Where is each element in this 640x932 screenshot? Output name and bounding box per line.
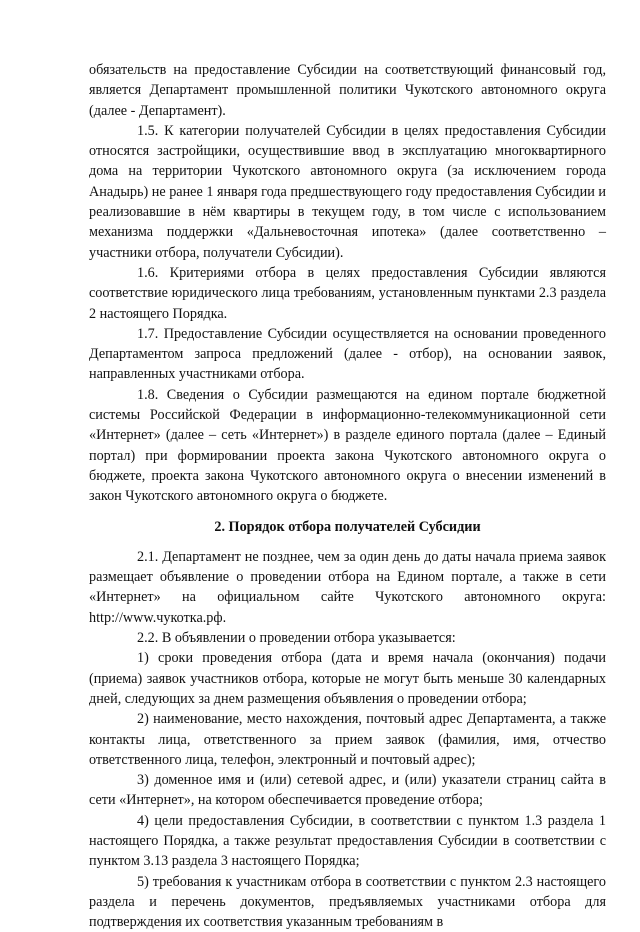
section-heading: 2. Порядок отбора получателей Субсидии [214, 518, 481, 535]
list-item-5: 5) требования к участникам отбора в соответствии с пунктом 2.3 настоящего раздела и перечень документов, предъявляемых участниками отбора для подтверждения их соответствия указанным требованиям в [89, 873, 606, 931]
list-item-4: 4) цели предоставления Субсидии, в соответствии с пунктом 1.3 раздела 1 настоящего Порядка, а также результат предоставления Субсидии в соответствии с пунктом 3.13 раздела 3 настоящего Порядка; [89, 812, 606, 870]
paragraph-1-7: 1.7. Предоставление Субсидии осуществляется на основании проведенного Департаментом запроса предложений (далее - отбор), на основании заявок, направленных участниками отбора. [89, 325, 606, 383]
list-item-1: 1) сроки проведения отбора (дата и время начала (окончания) подачи (приема) заявок участников отбора, которые не могут быть меньше 30 календарных дней, следующих за днем размещения объявления о проведении отбора; [89, 650, 606, 707]
paragraph-2-1: 2.1. Департамент не позднее, чем за один день до даты начала приема заявок размещает объявление о проведении отбора на Едином портале, а также в сети «Интернет» на официальном сайте Чукотского автономного округа: http://www.чукотка.рф. [89, 548, 606, 626]
paragraph: обязательств на предоставление Субсидии на соответствующий финансовый год, является Департамент промышленной политики Чукотского автономного округа (далее - Департамент). [89, 62, 606, 119]
list-item-3: 3) доменное имя и (или) сетевой адрес, и (или) указатели страниц сайта в сети «Интернет», на котором обеспечивается проведение отбора; [89, 772, 606, 809]
paragraph-1-5: 1.5. К категории получателей Субсидии в целях предоставления Субсидии относятся застройщики, осуществившие ввод в эксплуатацию многоквартирного дома на территории Чукотского автономного округа (за исключением города Анадырь) не ранее 1 января года предшествующего году предоставления Субсидии и реализовавшие в нём квартиры в текущем году, в том числе с использованием механизма поддержки «Дальневосточная ипотека» (далее соответственно – участники отбора, получатели Субсидии). [89, 122, 606, 261]
list-item-2: 2) наименование, место нахождения, почтовый адрес Департамента, а также контакты лица, ответственного за прием заявок (фамилия, имя, отчество ответственного лица, телефон, электронный и почтовый адрес); [89, 711, 606, 768]
paragraph-1-8: 1.8. Сведения о Субсидии размещаются на едином портале бюджетной системы Российской Федерации в информационно-телекоммуникационной сети «Интернет» (далее – сеть «Интернет») в разделе единого портала (далее – Единый портал) при формировании проекта закона Чукотского автономного округа о бюджете, проекта закона Чукотского автономного округа о внесении изменений в закон Чукотского автономного округа о бюджете. [89, 386, 606, 505]
paragraph-2-2: 2.2. В объявлении о проведении отбора указывается: [137, 630, 456, 647]
paragraph-1-6: 1.6. Критериями отбора в целях предоставления Субсидии являются соответствие юридического лица требованиям, установленным пунктами 2.3 раздела 2 настоящего Порядка. [89, 264, 606, 322]
